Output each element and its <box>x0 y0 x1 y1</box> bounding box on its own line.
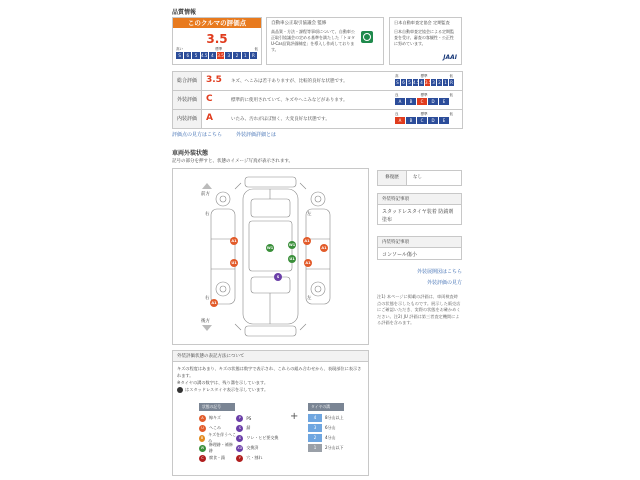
scale-cell: 4.5 <box>413 80 420 85</box>
interior-notes-box <box>377 236 462 260</box>
evaluation-score: 3.5 <box>206 32 228 46</box>
row-desc: キズ、へこみは若干ありますが、比較的良好な状態です。 <box>231 79 348 84</box>
row-interior <box>172 109 463 129</box>
scale-cell: 6 <box>184 52 191 59</box>
repair-label: 修復歴 <box>378 171 407 185</box>
row-scale: 良 標準 低 A B C D E <box>395 93 453 104</box>
row-scale: 良 標準 低 A B C D E <box>395 112 453 123</box>
evaluation-scale <box>176 52 258 59</box>
studless-icon <box>177 387 183 393</box>
damage-dot[interactable]: A1 <box>231 239 237 243</box>
front-label: 前方 <box>201 192 210 197</box>
tires-title: タイヤの溝 <box>308 403 344 411</box>
scale-cell: B <box>406 98 416 105</box>
scale-cell: 3.5 <box>425 80 432 85</box>
row-exterior <box>172 90 463 110</box>
damage-dot[interactable]: A1 <box>305 261 311 265</box>
legend-code-item <box>199 453 236 463</box>
exterior-subtitle: 記号の部分を押すと、状態のイメージ写真が表示されます。 <box>172 159 294 164</box>
left-label-top: 左 <box>307 212 312 217</box>
scale-cell: 4 <box>209 52 216 59</box>
tires-legend <box>308 403 358 453</box>
jaai-text: 日本自動車査定協会による定期監査を受け、審査の客観性・公正性に努めています。 <box>394 29 454 46</box>
row-label: 総合評価 <box>173 72 202 90</box>
legend-code-label: ワレ・ヒビ要交換 <box>246 435 279 440</box>
scale-cell: R <box>450 80 453 85</box>
damage-dot[interactable]: U1 <box>289 257 295 261</box>
scale-cell: 4 <box>420 80 423 85</box>
legend-code-item <box>199 443 236 453</box>
row-value: 3.5 <box>206 75 222 85</box>
damage-dot[interactable]: A1 <box>321 246 327 250</box>
plus-icon: + <box>290 411 299 422</box>
legend-code-label: PS <box>246 415 252 421</box>
repair-history-box <box>377 170 462 186</box>
evaluation-header: このクルマの評価点 <box>173 18 261 28</box>
footnotes: 注1) 本ページに掲載の評価は、車両検査時点の状態を示したものです。展示した販売店にご確認いただき、実際の状態をお確かめください。注2) JU 評価は第三者査定機関による評価を含みます。 <box>377 294 461 325</box>
row-label: 内装評価 <box>173 110 202 128</box>
jaai-box <box>389 17 462 65</box>
legend-code-dot: X <box>236 435 243 442</box>
legend-text-3: はスタッドレスタイヤ表示を示しています。 <box>185 387 269 392</box>
left-label-bottom: 左 <box>307 296 312 301</box>
exterior-notes-label: 外装特記事項 <box>378 194 461 205</box>
row-label: 外装評価 <box>173 91 202 109</box>
scale-cell: 3 <box>225 52 232 59</box>
exterior-detail-link[interactable]: 外装評価詳細とは <box>236 132 277 138</box>
legend-code-label: 修理跡・補修跡 <box>208 442 233 453</box>
tire-legend-item <box>308 443 358 453</box>
damage-dot[interactable]: A1 <box>211 301 217 305</box>
certification-icon <box>361 31 373 43</box>
car-diagram <box>172 168 369 345</box>
legend-code-item <box>199 413 236 423</box>
legend-text-1: キズの程度はあまり、キズの状態は数字で表示され、これらの組み合わせから、表現部位に表示されます。 <box>177 366 362 378</box>
repair-value: なし <box>413 175 422 180</box>
interior-notes-value: コンソール傷小 <box>382 252 417 258</box>
tire-level-label: 4分山 <box>325 435 336 440</box>
scale-cell: E <box>439 117 449 124</box>
scale-cell: 1 <box>242 52 249 59</box>
section-title: 品質情報 <box>172 9 197 16</box>
damage-dot[interactable]: W1 <box>288 243 296 247</box>
legend-code-dot: B <box>200 435 204 440</box>
jaai-logo: JAAI <box>443 54 457 61</box>
row-value: A <box>206 113 213 123</box>
scale-cell: 2 <box>438 80 441 85</box>
scale-cell: C <box>417 117 427 124</box>
score-guide-link[interactable]: 評価点の見方はこちら <box>172 132 223 138</box>
scale-cell: C <box>417 98 427 105</box>
inspector-box <box>266 17 384 65</box>
right-label-bottom: 右 <box>205 296 210 301</box>
legend-code-item <box>236 453 279 463</box>
inspector-text: 高品質・方法・課程等事項について、自動車公正取引協議会の定める基準を満たした「トヨタU-Car品質評価制度」を導入し作成しております。 <box>271 29 355 52</box>
exterior-map-link[interactable]: 外装展開図はこちら <box>416 269 462 275</box>
tire-legend-item <box>308 423 358 433</box>
legend-code-dot: S <box>236 425 243 432</box>
scale-cell: B <box>406 117 416 124</box>
scale-cell: A <box>395 98 405 105</box>
legend-box <box>172 350 369 476</box>
scale-cell: 5 <box>408 80 411 85</box>
codes-legend <box>199 403 279 463</box>
scale-high-label: 高い <box>176 47 183 51</box>
exterior-title: 車両外装状態 <box>172 150 209 157</box>
scale-cell: 2 <box>233 52 240 59</box>
damage-dot[interactable]: S <box>274 273 282 281</box>
scale-cell: 6 <box>402 80 405 85</box>
tire-legend-item <box>308 433 358 443</box>
damage-dot[interactable]: U1 <box>231 261 237 265</box>
scale-cell: 3 <box>432 80 435 85</box>
legend-code-item <box>236 443 279 453</box>
codes-title: 状態の記号 <box>199 403 235 411</box>
row-total <box>172 71 463 91</box>
legend-title: 外装評価状態の表記方法について <box>173 351 368 362</box>
legend-code-item <box>236 413 279 423</box>
scale-cell: D <box>428 117 438 124</box>
legend-code-item <box>236 423 279 433</box>
legend-code-dot: U <box>199 425 206 432</box>
exterior-notes-box <box>377 193 462 225</box>
row-desc: いたみ、汚れがほぼ無く、大変良好な状態です。 <box>231 117 330 122</box>
right-links <box>380 268 462 286</box>
tire-level-box: 2 <box>308 434 322 442</box>
legend-code-dot: W <box>200 445 205 450</box>
tire-level-box: 1 <box>308 444 322 452</box>
legend-code-dot: A <box>199 415 206 422</box>
tire-level-label: 8分山以上 <box>325 415 344 420</box>
interior-notes-label: 内装特記事項 <box>378 237 461 248</box>
legend-code-dot: P <box>236 415 243 422</box>
tire-level-label: 6分山 <box>325 425 336 430</box>
scale-low-label: 低 <box>254 47 258 51</box>
row-scale: 高 標準 低 S 6 5 4.5 4 3.5 3 2 1 R <box>395 74 453 85</box>
scale-cell: A <box>395 117 405 124</box>
rear-label: 後方 <box>201 319 210 324</box>
tire-level-box: 4 <box>308 414 322 422</box>
row-desc: 標準的に使用されていて、キズやへこみなどがあります。 <box>231 98 348 103</box>
jaai-title: 日本自動車査定協会 定期監査 <box>394 20 450 25</box>
legend-code-label: 錆 <box>246 425 251 430</box>
exterior-notes-value: スタッドレスタイヤ装着 防錆剤塗布 <box>382 209 454 223</box>
damage-dot[interactable]: W1 <box>266 246 274 250</box>
legend-code-dot: XX <box>237 445 243 450</box>
right-label: 右 <box>205 212 210 217</box>
legend-code-label: へこみ <box>209 425 221 430</box>
scale-cell: 5 <box>192 52 199 59</box>
scale-cell: R <box>250 52 257 59</box>
scale-cell: D <box>428 98 438 105</box>
scale-cell: E <box>439 98 449 105</box>
tire-level-label: 2分山以下 <box>325 445 344 450</box>
inspector-title: 自動車公正取引協議会 監修 <box>271 21 327 26</box>
legend-code-label: キズを伴うへこみ <box>208 432 237 443</box>
legend-code-dot: C <box>199 455 206 462</box>
evaluation-box <box>172 17 262 65</box>
legend-code-label: 穴・割れ <box>246 455 263 460</box>
legend-code-label: 腐食・錆 <box>209 455 225 460</box>
scale-cell: 4.5 <box>201 53 208 58</box>
scale-std-label: 標準 <box>215 47 223 51</box>
scale-cell: 1 <box>444 80 447 85</box>
legend-code-item <box>236 433 279 443</box>
damage-dot[interactable]: A1 <box>304 239 310 243</box>
row-value: C <box>206 94 213 104</box>
top-links <box>172 131 276 138</box>
tire-level-box: 3 <box>308 424 322 432</box>
legend-code-dot: Y <box>236 455 243 462</box>
legend-text-2: ※タイヤの溝の数字は、残り溝を示しています。 <box>177 380 269 385</box>
scale-cell: S <box>176 52 183 59</box>
legend-code-label: 線キズ <box>209 415 221 420</box>
tire-legend-item <box>308 413 358 423</box>
scale-cell: S <box>396 80 399 85</box>
exterior-guide-link[interactable]: 外装評価の見方 <box>426 280 462 286</box>
legend-code-label: 交換済 <box>246 445 259 450</box>
scale-cell: 3.5 <box>217 53 224 58</box>
